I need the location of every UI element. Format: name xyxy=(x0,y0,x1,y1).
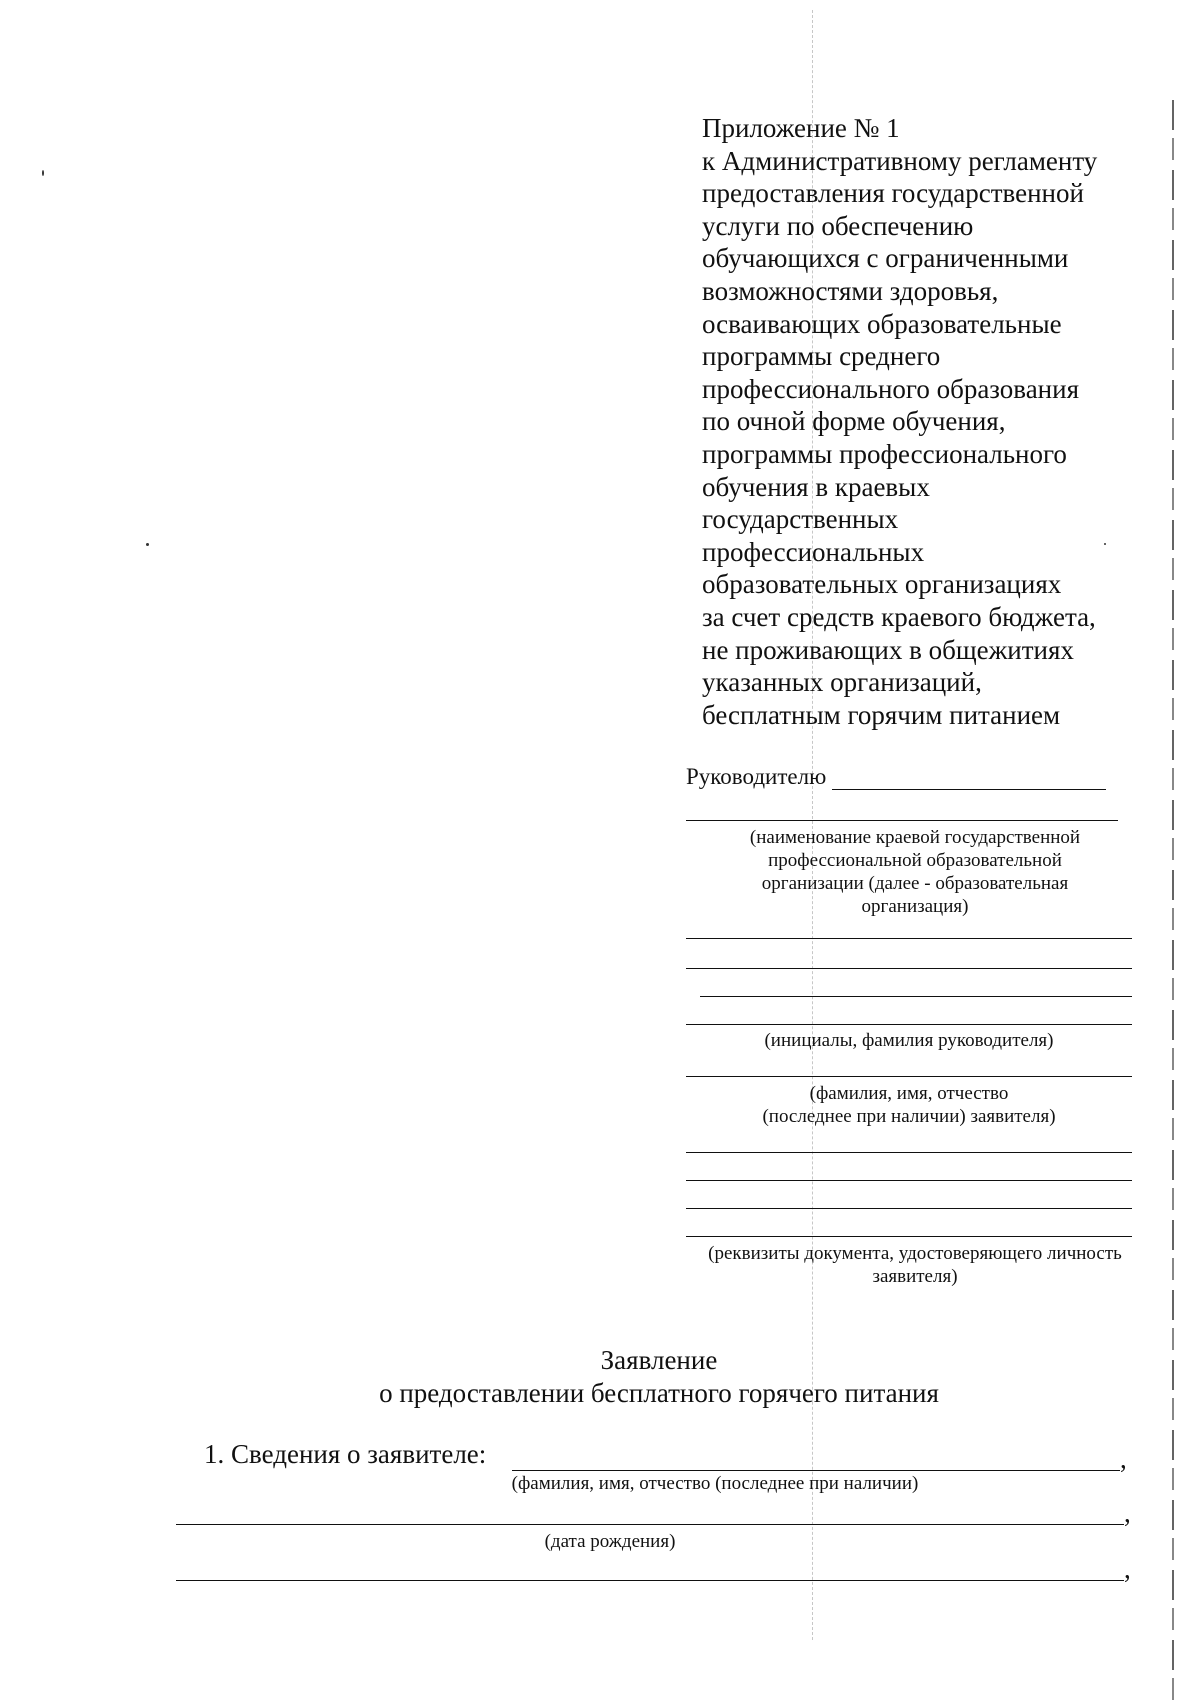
org-caption-line: организация) xyxy=(861,896,969,917)
org-caption-line: (наименование краевой государственной xyxy=(749,827,1081,848)
scan-speck xyxy=(146,543,149,546)
appendix-line: за счет средств краевого бюджета, xyxy=(702,601,1096,632)
birth-date-line xyxy=(176,1524,1124,1525)
head-caption xyxy=(686,1029,1132,1052)
head-name-line xyxy=(686,968,1132,969)
appendix-line: бесплатным горячим питанием xyxy=(702,699,1061,730)
fio-caption: (фамилия, имя, отчество (последнее при наличии) xyxy=(511,1473,919,1494)
addressee-row xyxy=(686,764,1106,790)
org-name-line xyxy=(686,820,1118,821)
next-comma: , xyxy=(1124,1554,1131,1584)
org-caption-line: организации (далее - образовательная xyxy=(761,873,1069,894)
appendix-line: государственных xyxy=(702,504,899,535)
head-name-line xyxy=(686,938,1132,939)
scan-edge-shadow xyxy=(1172,100,1174,1700)
appendix-line: Приложение № 1 xyxy=(702,113,900,143)
applicant-name-line xyxy=(686,1076,1132,1077)
appendix-line: профессионального образования xyxy=(702,373,1079,404)
appendix-line: по очной форме обучения, xyxy=(702,406,1006,437)
applicant-caption xyxy=(686,1082,1132,1128)
document-line xyxy=(686,1180,1132,1181)
next-field-line xyxy=(176,1580,1124,1581)
org-caption-line: профессиональной образовательной xyxy=(768,850,1062,871)
head-caption-line: (инициалы, фамилия руководителя) xyxy=(764,1030,1054,1051)
appendix-line: обучающихся с ограниченными xyxy=(702,243,1069,274)
document-line xyxy=(686,1152,1132,1153)
org-caption xyxy=(686,826,1144,918)
appendix-line: профессиональных xyxy=(702,536,925,567)
appendix-line: указанных организаций, xyxy=(702,667,982,698)
appendix-line: услуги по обеспечению xyxy=(702,210,974,241)
appendix-line: образовательных организациях xyxy=(702,569,1062,600)
appendix-line: осваивающих образовательные xyxy=(702,308,1062,339)
addressee-name-line xyxy=(832,767,1106,790)
document-caption-line: заявителя) xyxy=(872,1266,958,1287)
scan-speck xyxy=(42,170,44,176)
head-name-line xyxy=(686,1024,1132,1025)
addressee-label: Руководителю xyxy=(686,764,827,789)
document-caption-line: (реквизиты документа, удостоверяющего личность xyxy=(708,1243,1122,1264)
appendix-line: предоставления государственной xyxy=(702,178,1084,209)
document-line xyxy=(686,1208,1132,1209)
section-1-label: 1. Сведения о заявителе: xyxy=(204,1439,487,1469)
document-caption xyxy=(680,1242,1150,1288)
fio-line xyxy=(512,1470,1120,1471)
applicant-caption-line: (последнее при наличии) заявителя) xyxy=(762,1106,1056,1127)
birth-comma: , xyxy=(1124,1498,1131,1528)
document-line xyxy=(686,1236,1132,1237)
birth-caption: (дата рождения) xyxy=(544,1531,676,1552)
appendix-line: программы среднего xyxy=(702,341,941,372)
appendix-line: не проживающих в общежитиях xyxy=(702,634,1074,665)
appendix-line: программы профессионального xyxy=(702,438,1067,469)
appendix-heading xyxy=(702,112,1172,731)
appendix-line: возможностями здоровья, xyxy=(702,275,999,306)
head-name-line xyxy=(700,996,1132,997)
application-subtitle: о предоставлении бесплатного горячего питания xyxy=(379,1378,939,1408)
application-title: Заявление xyxy=(600,1345,718,1375)
fio-comma: , xyxy=(1120,1444,1127,1474)
appendix-line: к Административному регламенту xyxy=(702,145,1098,176)
appendix-line: обучения в краевых xyxy=(702,471,930,502)
applicant-caption-line: (фамилия, имя, отчество xyxy=(809,1083,1009,1104)
